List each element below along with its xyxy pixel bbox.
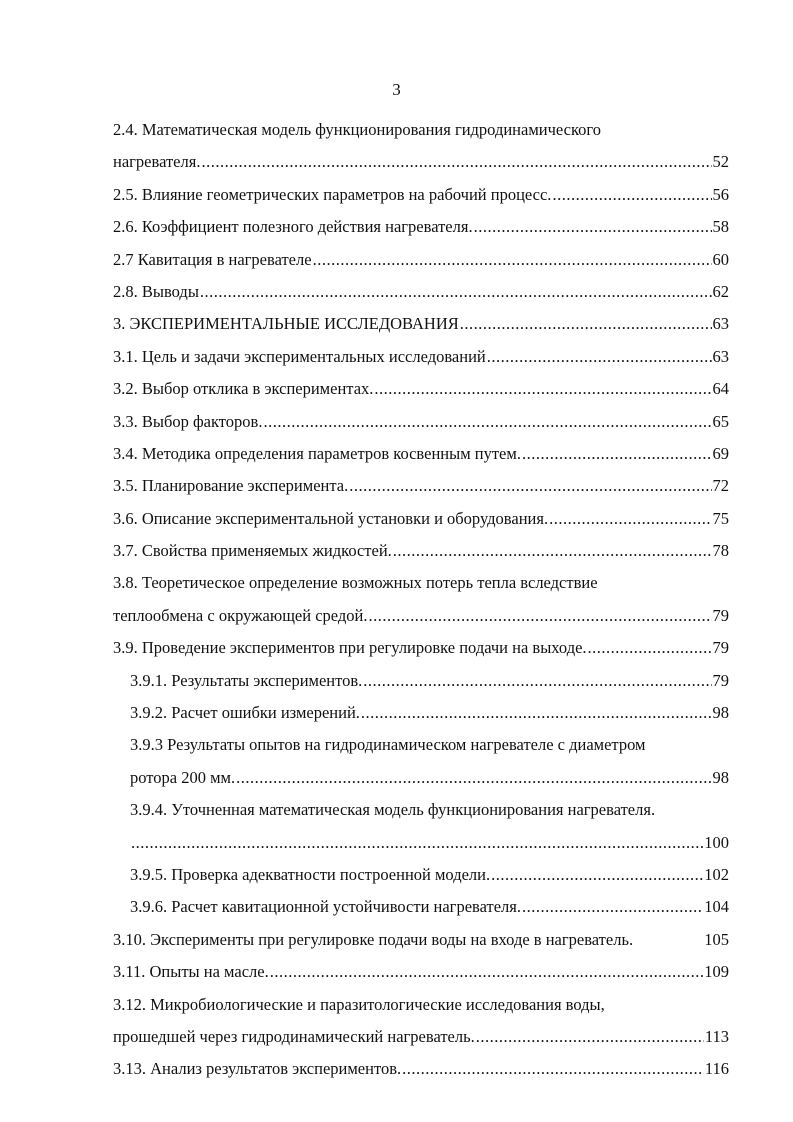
toc-entry — [113, 373, 729, 405]
toc-entry-title: 2.4. Математическая модель функционирования гидродинамического — [113, 120, 601, 139]
toc-dot-leader — [201, 146, 711, 178]
toc-entry — [113, 1053, 729, 1085]
toc-entry-page: 79 — [712, 605, 729, 625]
toc-entry-title: 2.8. Выводы — [113, 281, 199, 301]
toc-entry — [113, 470, 729, 502]
toc-entry-page: 72 — [712, 476, 729, 496]
toc-dot-leader — [361, 697, 712, 729]
toc-entry-title: 3.8. Теоретическое определение возможных потерь тепла вследствие — [113, 573, 598, 593]
toc-entry-page: 113 — [704, 1026, 729, 1046]
toc-dot-leader — [522, 438, 712, 470]
toc-dot-leader — [200, 276, 712, 308]
toc-dot-leader — [552, 179, 711, 211]
toc-entry-title: 3.11. Опыты на масле. — [113, 962, 269, 982]
toc-entry — [113, 276, 729, 308]
toc-entry-title: 3.7. Свойства применяемых жидкостей. — [113, 541, 392, 561]
toc-entry-title: нагревателя. — [113, 152, 201, 172]
toc-entry-title: 3.9.6. Расчет кавитационной устойчивости нагревателя. — [130, 897, 521, 917]
toc-entry-title: 3.9.3 Результаты опытов на гидродинамическом нагревателе с диаметром — [130, 735, 646, 755]
toc-entry-page: 56 — [712, 184, 729, 204]
toc-entry-page: 62 — [712, 281, 729, 301]
toc-entry-title: 3.13. Анализ результатов экспериментов. — [113, 1059, 402, 1079]
toc-dot-leader — [368, 600, 711, 632]
toc-entry — [113, 114, 729, 146]
toc-entry — [113, 341, 729, 373]
toc-entry-title: 3.4. Методика определения параметров косвенным путем. — [113, 443, 521, 463]
toc-dot-leader — [270, 956, 704, 988]
toc-entry-title: 3.9. Проведение экспериментов при регулировке подачи на выходе. — [113, 638, 587, 658]
toc-entry — [113, 438, 729, 470]
toc-entry-page: 60 — [712, 249, 729, 269]
toc-entry — [113, 211, 729, 243]
toc-entry-title: ротора 200 мм. — [130, 767, 236, 787]
toc-entry — [113, 794, 729, 826]
toc-dot-leader — [349, 470, 711, 502]
toc-dot-leader — [363, 665, 711, 697]
toc-entry-page: 58 — [712, 217, 729, 237]
toc-entry — [113, 406, 729, 438]
toc-entry-title: 3.9.2. Расчет ошибки измерений. — [130, 703, 360, 723]
toc-entry-title: 2.6. Коэффициент полезного действия нагревателя. — [113, 217, 473, 237]
toc-entry — [113, 729, 729, 761]
toc-entry — [113, 665, 729, 697]
toc-entry — [113, 1021, 729, 1053]
toc-entry-title: 3. ЭКСПЕРИМЕНТАЛЬНЫЕ ИССЛЕДОВАНИЯ — [113, 314, 459, 334]
toc-entry-page: 75 — [712, 508, 729, 528]
toc-entry — [113, 827, 729, 859]
toc-entry-title: 3.5. Планирование эксперимента. — [113, 476, 349, 496]
toc-entry — [113, 924, 729, 956]
toc-entry-page: 105 — [704, 929, 729, 949]
toc-dot-leader — [460, 308, 712, 340]
toc-entry-title: 3.12. Микробиологические и паразитологические исследования воды, — [113, 994, 605, 1014]
toc-entry-page: 104 — [704, 897, 729, 917]
toc-entry-page: 79 — [712, 638, 729, 658]
toc-entry-page: 109 — [704, 962, 729, 982]
toc-entry — [113, 503, 729, 535]
toc-dot-leader — [588, 632, 712, 664]
toc-entry-page: 79 — [712, 670, 729, 690]
toc-entry-page: 98 — [712, 703, 729, 723]
toc-dot-leader — [393, 535, 712, 567]
toc-entry-page: 116 — [704, 1059, 729, 1079]
toc-entry-page: 100 — [704, 832, 729, 852]
toc-entry — [113, 179, 729, 211]
toc-entry-title: прошедшей через гидродинамический нагреватель. — [113, 1026, 475, 1046]
toc-entry — [113, 859, 729, 891]
toc-entry-page: 78 — [712, 541, 729, 561]
toc-dot-leader — [313, 244, 712, 276]
toc-entry — [113, 567, 729, 599]
toc-dot-leader — [474, 211, 712, 243]
toc-dot-leader — [487, 341, 712, 373]
toc-entry — [113, 632, 729, 664]
toc-dot-leader — [236, 762, 711, 794]
toc-entry-title: 3.9.4. Уточненная математическая модель функционирования нагревателя. — [130, 800, 656, 820]
toc-dot-leader — [374, 373, 711, 405]
toc-entry — [113, 697, 729, 729]
toc-dot-leader — [476, 1021, 704, 1053]
toc-entry-title: 3.9.1. Результаты экспериментов. — [130, 670, 363, 690]
toc-dot-leader — [402, 1053, 704, 1085]
toc-entry-title: 3.6. Описание экспериментальной установки и оборудования. — [113, 508, 549, 528]
toc-dot-leader — [522, 891, 703, 923]
toc-entry-title: 3.2. Выбор отклика в экспериментах. — [113, 379, 374, 399]
toc-dot-leader — [549, 503, 711, 535]
toc-entry-page: 63 — [712, 314, 729, 334]
toc-entry-page: 52 — [712, 152, 729, 172]
toc-entry-page: 102 — [704, 864, 729, 884]
table-of-contents — [113, 114, 729, 1086]
toc-entry-title: 3.1. Цель и задачи экспериментальных исследований — [113, 346, 486, 366]
toc-entry — [113, 956, 729, 988]
toc-dot-leader — [491, 859, 703, 891]
toc-dot-leader — [263, 406, 711, 438]
toc-entry — [113, 308, 729, 340]
toc-entry-page: 98 — [712, 767, 729, 787]
toc-entry — [113, 989, 729, 1021]
toc-entry-title: 3.10. Эксперименты при регулировке подачи воды на входе в нагреватель. — [113, 929, 634, 949]
page-number: 3 — [392, 80, 401, 99]
toc-entry-page: 63 — [712, 346, 729, 366]
toc-entry-title: 2.5. Влияние геометрических параметров на рабочий процесс. — [113, 184, 552, 204]
toc-entry — [113, 146, 729, 178]
toc-entry-title: 2.7 Кавитация в нагревателе — [113, 249, 312, 269]
toc-entry — [113, 762, 729, 794]
toc-entry — [113, 600, 729, 632]
toc-entry-page: 65 — [712, 411, 729, 431]
toc-dot-leader — [131, 827, 703, 859]
toc-entry-title: 3.3. Выбор факторов. — [113, 411, 263, 431]
toc-entry-title: 3.9.5. Проверка адекватности построенной модели. — [130, 864, 491, 884]
toc-entry-page: 69 — [712, 443, 729, 463]
toc-entry-title: теплообмена с окружающей средой. — [113, 605, 368, 625]
toc-entry-page: 64 — [712, 379, 729, 399]
toc-entry — [113, 891, 729, 923]
toc-entry — [113, 535, 729, 567]
toc-entry — [113, 244, 729, 276]
